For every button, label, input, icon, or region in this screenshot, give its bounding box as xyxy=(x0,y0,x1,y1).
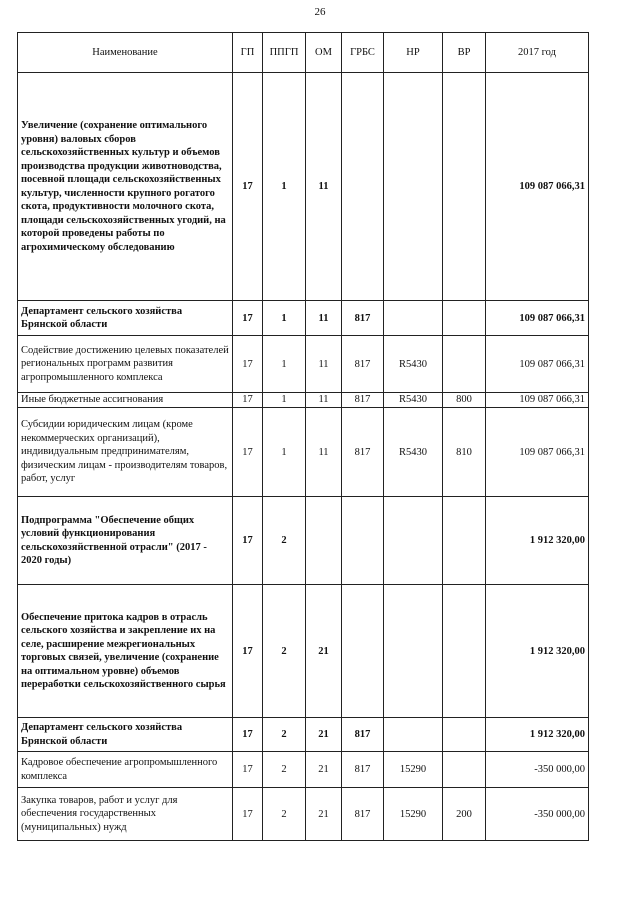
table-row xyxy=(18,497,589,585)
cell-grbs: 817 xyxy=(342,336,384,393)
cell-amount: 109 087 066,31 xyxy=(486,408,589,497)
cell-amount: -350 000,00 xyxy=(486,788,589,841)
cell-nr: R5430 xyxy=(384,336,443,393)
cell-vr: 800 xyxy=(443,393,486,408)
cell-nr xyxy=(384,73,443,301)
table-row xyxy=(18,393,589,408)
table-row xyxy=(18,301,589,336)
cell-gp: 17 xyxy=(233,73,263,301)
cell-vr: 810 xyxy=(443,408,486,497)
cell-grbs: 817 xyxy=(342,752,384,788)
table-row xyxy=(18,585,589,718)
budget-table xyxy=(17,32,589,841)
page-number: 26 xyxy=(314,6,326,18)
cell-ppgp: 2 xyxy=(263,497,306,585)
header-vr: ВР xyxy=(443,33,486,73)
cell-grbs xyxy=(342,73,384,301)
table-row xyxy=(18,336,589,393)
cell-grbs: 817 xyxy=(342,301,384,336)
cell-nr: R5430 xyxy=(384,393,443,408)
cell-grbs: 817 xyxy=(342,718,384,752)
cell-grbs: 817 xyxy=(342,408,384,497)
cell-vr xyxy=(443,718,486,752)
cell-vr xyxy=(443,73,486,301)
header-gp: ГП xyxy=(233,33,263,73)
row-name: Субсидии юридическим лицам (кроме некоммерческих организаций), индивидуальным предпринимателям, физическим лицам - производителям товаров, работ, услуг xyxy=(18,408,233,497)
cell-ppgp: 1 xyxy=(263,301,306,336)
cell-grbs xyxy=(342,497,384,585)
cell-gp: 17 xyxy=(233,718,263,752)
cell-ppgp: 1 xyxy=(263,408,306,497)
cell-nr xyxy=(384,301,443,336)
cell-ppgp: 2 xyxy=(263,585,306,718)
header-grbs: ГРБС xyxy=(342,33,384,73)
table-row xyxy=(18,752,589,788)
row-name: Содействие достижению целевых показателей региональных программ развития агропромышленного комплекса xyxy=(18,336,233,393)
cell-nr xyxy=(384,585,443,718)
row-name: Иные бюджетные ассигнования xyxy=(18,393,233,408)
cell-om: 21 xyxy=(306,788,342,841)
cell-gp: 17 xyxy=(233,408,263,497)
row-name: Увеличение (сохранение оптимального уровня) валовых сборов сельскохозяйственных культур и объемов производства продукции животноводства, посевной площади сельскохозяйственных культур, численности крупного рогатого скота, продуктивности молочного скота, площади сельскохозяйственных угодий, на которой проведены работы по агрохимическому обследованию xyxy=(18,73,233,301)
header-om: ОМ xyxy=(306,33,342,73)
cell-amount: 1 912 320,00 xyxy=(486,585,589,718)
row-name: Обеспечение притока кадров в отрасль сельского хозяйства и закрепление их на селе, расширение межрегиональных торговых связей, увеличение (сохранение на оптимальном уровне) объемов переработки сельскохозяйственного сырья xyxy=(18,585,233,718)
cell-gp: 17 xyxy=(233,788,263,841)
cell-om xyxy=(306,497,342,585)
cell-ppgp: 2 xyxy=(263,718,306,752)
table-row xyxy=(18,788,589,841)
row-name: Закупка товаров, работ и услуг для обеспечения государственных (муниципальных) нужд xyxy=(18,788,233,841)
cell-om: 21 xyxy=(306,585,342,718)
cell-gp: 17 xyxy=(233,752,263,788)
cell-ppgp: 1 xyxy=(263,393,306,408)
cell-vr xyxy=(443,752,486,788)
row-name: Подпрограмма "Обеспечение общих условий функционирования сельскохозяйственной отрасли" (2017 - 2020 годы) xyxy=(18,497,233,585)
cell-gp: 17 xyxy=(233,301,263,336)
cell-om: 11 xyxy=(306,301,342,336)
header-row xyxy=(18,33,589,73)
cell-gp: 17 xyxy=(233,393,263,408)
cell-ppgp: 1 xyxy=(263,73,306,301)
cell-amount: 109 087 066,31 xyxy=(486,393,589,408)
cell-om: 11 xyxy=(306,393,342,408)
cell-nr xyxy=(384,718,443,752)
header-nr: НР xyxy=(384,33,443,73)
row-name: Департамент сельского хозяйства Брянской области xyxy=(18,301,233,336)
cell-vr xyxy=(443,336,486,393)
cell-vr xyxy=(443,497,486,585)
cell-om: 11 xyxy=(306,73,342,301)
cell-vr xyxy=(443,585,486,718)
cell-amount: 1 912 320,00 xyxy=(486,497,589,585)
cell-vr xyxy=(443,301,486,336)
row-name: Департамент сельского хозяйства Брянской области xyxy=(18,718,233,752)
table-row xyxy=(18,718,589,752)
cell-gp: 17 xyxy=(233,497,263,585)
cell-amount: 109 087 066,31 xyxy=(486,336,589,393)
cell-grbs: 817 xyxy=(342,788,384,841)
cell-nr xyxy=(384,497,443,585)
header-ppgp: ППГП xyxy=(263,33,306,73)
cell-gp: 17 xyxy=(233,585,263,718)
cell-nr: R5430 xyxy=(384,408,443,497)
cell-amount: 109 087 066,31 xyxy=(486,73,589,301)
header-name: Наименование xyxy=(18,33,233,73)
table-row xyxy=(18,408,589,497)
cell-amount: 109 087 066,31 xyxy=(486,301,589,336)
cell-amount: 1 912 320,00 xyxy=(486,718,589,752)
cell-om: 21 xyxy=(306,752,342,788)
cell-ppgp: 2 xyxy=(263,788,306,841)
cell-grbs: 817 xyxy=(342,393,384,408)
cell-gp: 17 xyxy=(233,336,263,393)
header-2017: 2017 год xyxy=(486,33,589,73)
cell-om: 11 xyxy=(306,336,342,393)
table-row xyxy=(18,73,589,301)
cell-om: 21 xyxy=(306,718,342,752)
row-name: Кадровое обеспечение агропромышленного комплекса xyxy=(18,752,233,788)
cell-nr: 15290 xyxy=(384,752,443,788)
cell-grbs xyxy=(342,585,384,718)
cell-ppgp: 2 xyxy=(263,752,306,788)
cell-amount: -350 000,00 xyxy=(486,752,589,788)
cell-om: 11 xyxy=(306,408,342,497)
cell-vr: 200 xyxy=(443,788,486,841)
cell-ppgp: 1 xyxy=(263,336,306,393)
cell-nr: 15290 xyxy=(384,788,443,841)
